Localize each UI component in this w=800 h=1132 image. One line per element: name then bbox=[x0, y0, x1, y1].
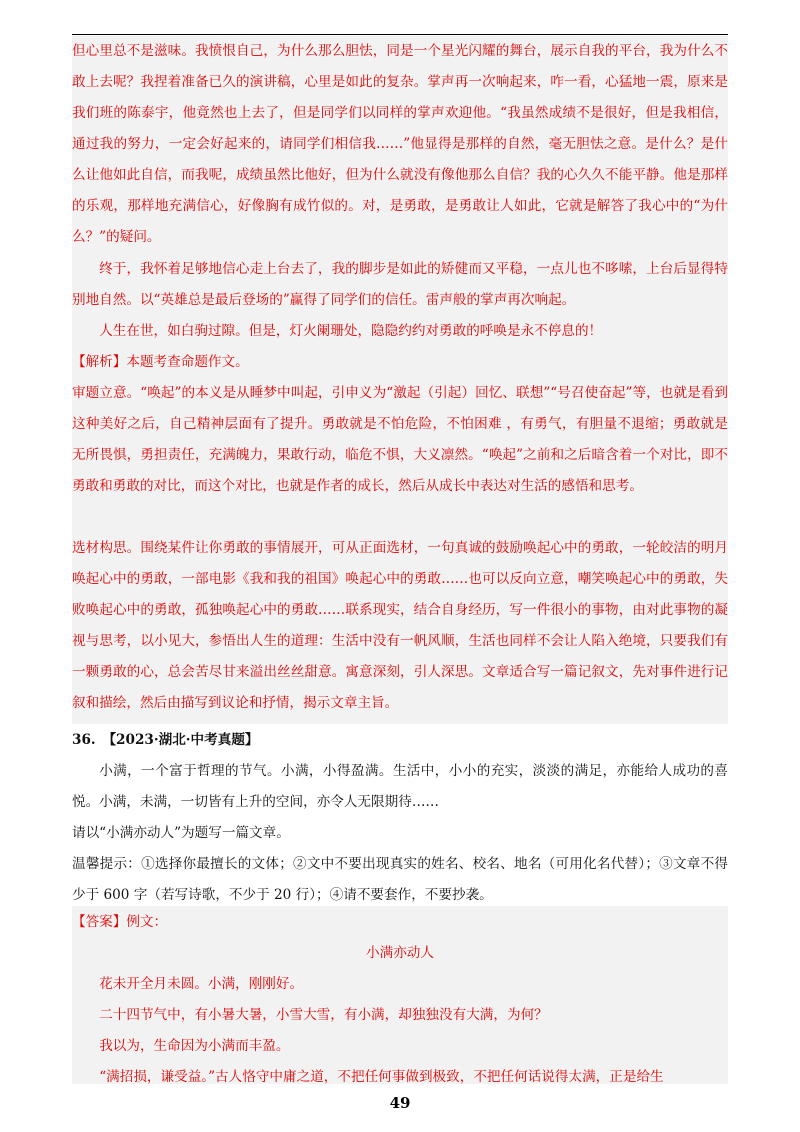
sample-paragraph-2: 二十四节气中，有小暑大暑，小雪大雪，有小满，却独独没有大满，为何？ bbox=[99, 1007, 548, 1023]
essay-paragraph-2: 终于，我怀着足够地信心走上台去了，我的脚步是如此的矫健而又平稳，一点儿也不哆嗦，上台后显得特别地自然。以“英雄总是最后登场的”赢得了同学们的信任。雷声般的掌声再次响起。 bbox=[72, 261, 728, 308]
question-material: 小满，一个富于哲理的节气。小满，小得盈满。生活中，小小的充实，淡淡的满足，亦能给人成功的喜悦。小满，未满，一切皆有上升的空间，亦令人无限期待…… bbox=[72, 763, 728, 810]
sample-paragraph-4: “满招损，谦受益。”古人恪守中庸之道，不把任何事做到极致，不把任何话说得太满，正是给生 bbox=[99, 1069, 664, 1085]
sample-paragraph-3: 我以为，生命因为小满而丰盈。 bbox=[99, 1038, 290, 1054]
analysis-intro bbox=[72, 347, 728, 378]
essay-paragraph-1: 但心里总不是滋味。我愤恨自己，为什么那么胆怯，同是一个星光闪耀的舞台，展示自我的平台，我为什么不敢上去呢？我捏着准备已久的演讲稿，心里是如此的复杂。掌声再一次响起来，咋一看，心猛地一震，原来是我们班的陈泰宇，他竟然也上去了，但是同学们以同样的掌声欢迎他。“我虽然成绩不是很好，但是我相信，通过我的努力，一定会好起来的，请同学们相信我……”他显得是那样的自然，毫无胆怯之意。是什么？是什么让他如此自信，而我呢，成绩虽然比他好，但为什么就没有像他那么自信？我的心久久不能平静。他是那样的乐观，那样地充满信心，好像胸有成竹似的。对，是勇敢，是勇敢让人如此，它就是解答了我心中的“为什么？”的疑问。 bbox=[72, 43, 728, 245]
essay-paragraph-3: 人生在世，如白驹过隙。但是，灯火阑珊处，隐隐约约对勇敢的呼唤是永不停息的！ bbox=[99, 323, 603, 339]
analysis-paragraph-2: 选材构思。围绕某件让你勇敢的事情展开，可从正面选材，一句真诚的鼓励唤起心中的勇敢，一轮皎洁的明月唤起心中的勇敢，一部电影《我和我的祖国》唤起心中的勇敢……也可以反向立意，嘲笑唤起心中的勇敢，失败唤起心中的勇敢，孤独唤起心中的勇敢……联系现实，结合自身经历，写一件很小的事物，由对此事物的凝视与思考，以小见大，参悟出人生的道理：生活中没有一帆风顺，生活也同样不会让人陷入绝境，只要我们有一颗勇敢的心，总会苦尽甘来溢出丝丝甜意。寓意深刻，引人深思。文章适合写一篇记叙文，先对事件进行记叙和描绘，然后由描写到议论和抒情，揭示文章主旨。 bbox=[72, 540, 728, 711]
page-number: 49 bbox=[389, 1094, 411, 1112]
analysis-paragraph-1: 审题立意。“唤起”的本义是从睡梦中叫起，引申义为“激起（引起）回忆、联想”“号召使奋起”等，也就是看到这种美好之后，自己精神层面有了提升。勇敢就是不怕危险，不怕困难 ，有勇气，有胆量不退缩；勇敢就是无所畏惧，勇担责任，充满魄力，果敢行动，临危不惧，大义凛然。“唤起”之前和之后暗含着一个对比，即不勇敢和勇敢的对比，而这个对比，也就是作者的成长，然后从成长中表达对生活的感悟和思考。 bbox=[72, 385, 728, 494]
sample-essay-title: 小满亦动人 bbox=[366, 945, 434, 961]
answer-header bbox=[72, 907, 728, 938]
question-prompt: 请以“小满亦动人”为题写一篇文章。 bbox=[72, 825, 290, 841]
question-source: 【2023·湖北·中考真题】 bbox=[102, 732, 259, 748]
analysis-intro-text: 本题考查命题作文。 bbox=[126, 354, 249, 370]
answer-label: 例文： bbox=[126, 914, 168, 930]
question-number: 36. bbox=[72, 732, 96, 748]
header-rule bbox=[72, 34, 728, 35]
question-tips: 温馨提示：①选择你最擅长的文体；②文中不要出现真实的姓名、校名、地名（可用化名代替）；③文章不得少于 600 字（若写诗歌，不少于 20 行）；④请不要套作，不要抄袭。 bbox=[72, 856, 728, 903]
analysis-tag: 【解析】 bbox=[72, 354, 127, 370]
question-36-header bbox=[72, 725, 728, 756]
sample-paragraph-1: 花未开全月未圆。小满，刚刚好。 bbox=[99, 976, 304, 992]
answer-tag: 【答案】 bbox=[72, 914, 127, 930]
